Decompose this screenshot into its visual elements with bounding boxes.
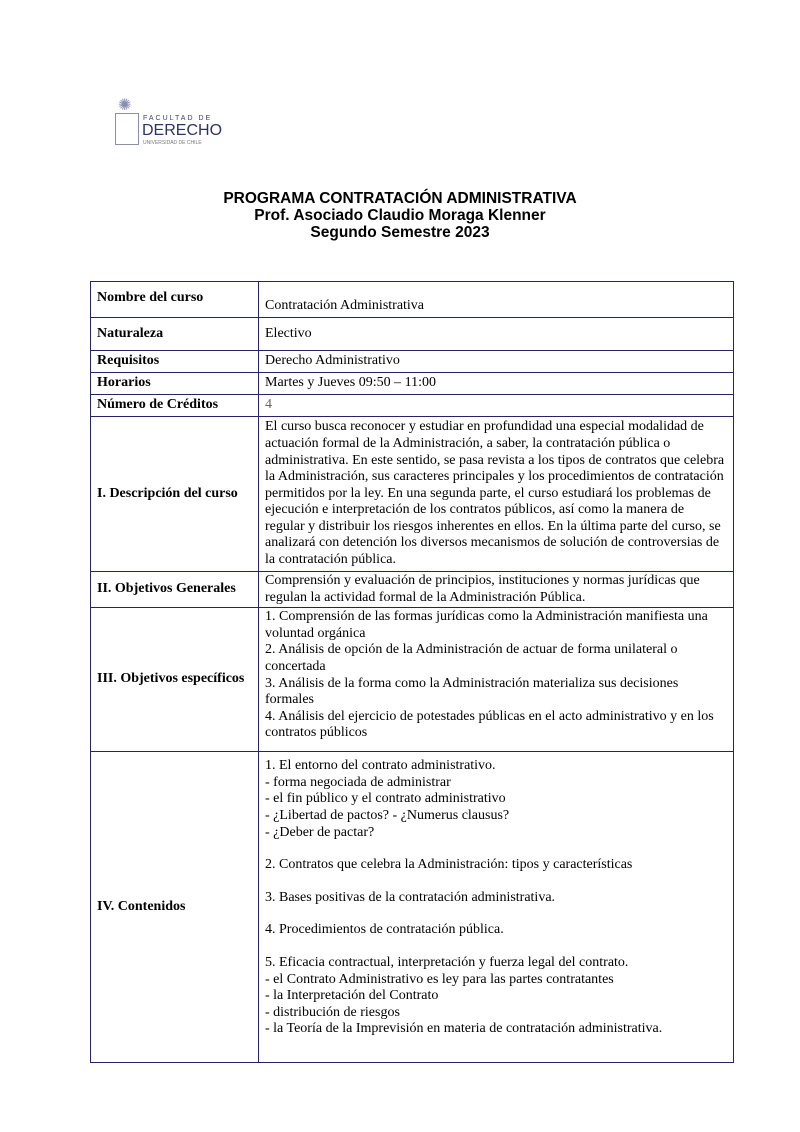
- content-line: - la Interpretación del Contrato: [265, 988, 439, 1004]
- value: Contratación Administrativa: [259, 282, 734, 318]
- value: Martes y Jueves 09:50 – 11:00: [259, 373, 734, 395]
- content-line: - la Teoría de la Imprevisión en materia de contratación administrativa.: [265, 1021, 663, 1037]
- content-line: - ¿Libertad de pactos? - ¿Numerus clausus?: [265, 807, 510, 823]
- content-line: 2. Contratos que celebra la Administración: tipos y características: [265, 857, 633, 873]
- logo-line2: DERECHO: [142, 122, 223, 139]
- logo-line1: FACULTAD DE: [143, 115, 213, 122]
- professor: Prof. Asociado Claudio Moraga Klenner: [254, 207, 546, 224]
- content-line: - distribución de riesgos: [265, 1004, 400, 1020]
- value: 4: [259, 395, 734, 417]
- row-objetivos-generales: [91, 572, 734, 608]
- label: IV. Contenidos: [91, 752, 259, 1063]
- value: Comprensión y evaluación de principios, instituciones y normas jurídicas que regulan la actividad formal de la Administración Pública.: [259, 572, 734, 608]
- row-objetivos-especificos: [91, 608, 734, 752]
- row-descripcion: [91, 417, 734, 572]
- objective-item: 4. Análisis del ejercicio de potestades públicas en el acto administrativo y en los contratos públicos: [265, 708, 714, 741]
- label: Nombre del curso: [91, 282, 259, 318]
- row-requisitos: [91, 351, 734, 373]
- content-line: 3. Bases positivas de la contratación administrativa.: [265, 889, 556, 905]
- value: Electivo: [259, 318, 734, 351]
- semester: Segundo Semestre 2023: [310, 224, 490, 241]
- document-title: PROGRAMA CONTRATACIÓN ADMINISTRATIVA: [223, 190, 577, 207]
- content-line: - el Contrato Administrativo es ley para las partes contratantes: [265, 971, 614, 987]
- faculty-logo: [115, 95, 225, 155]
- program-table: [90, 281, 734, 1063]
- row-contenidos: [91, 752, 734, 1063]
- content-line: 1. El entorno del contrato administrativo.: [265, 758, 496, 774]
- document-header: [0, 190, 800, 241]
- label: I. Descripción del curso: [91, 417, 259, 572]
- content-line: 4. Procedimientos de contratación pública.: [265, 922, 504, 938]
- logo-line3: UNIVERSIDAD DE CHILE: [143, 140, 202, 146]
- row-nombre: [91, 282, 734, 318]
- row-naturaleza: [91, 318, 734, 351]
- value: El curso busca reconocer y estudiar en profundidad una especial modalidad de actuación formal de la Administración, a saber, la contratación pública o administrativa. En este sentido, se pasa revista a los tipos de contratos que celebra la Administración, sus caracteres principales y los procedimientos de contratación permitidos por la ley. En una segunda parte, el curso estudiará los problemas de ejecución e interpretación de los contratos públicos, así como la manera de regular y distribuir los riesgos inherentes en ellos. En la última parte del curso, se analizará con detención los diversos mecanismos de solución de controversias de la contratación pública.: [259, 417, 734, 572]
- value: Derecho Administrativo: [259, 351, 734, 373]
- content-line: - forma negociada de administrar: [265, 774, 451, 790]
- content-line: 5. Eficacia contractual, interpretación y fuerza legal del contrato.: [265, 954, 629, 970]
- label: III. Objetivos específicos: [91, 608, 259, 752]
- objective-item: 2. Análisis de opción de la Administración de actuar de forma unilateral o concertada: [265, 642, 678, 674]
- objective-item: 1. Comprensión de las formas jurídicas como la Administración manifiesta una voluntad orgánica: [265, 609, 708, 641]
- objective-item: 3. Análisis de la forma como la Administración materializa sus decisiones formales: [265, 675, 679, 708]
- star-icon: ✺: [118, 97, 132, 114]
- label: Requisitos: [91, 351, 259, 373]
- row-creditos: [91, 395, 734, 417]
- row-horarios: [91, 373, 734, 395]
- label: Horarios: [91, 373, 259, 395]
- label: II. Objetivos Generales: [91, 572, 259, 608]
- label: Número de Créditos: [91, 395, 259, 417]
- content-line: - ¿Deber de pactar?: [265, 824, 375, 840]
- label: Naturaleza: [91, 318, 259, 351]
- content-line: - el fin público y el contrato administrativo: [265, 791, 506, 807]
- shield-icon: [115, 113, 139, 145]
